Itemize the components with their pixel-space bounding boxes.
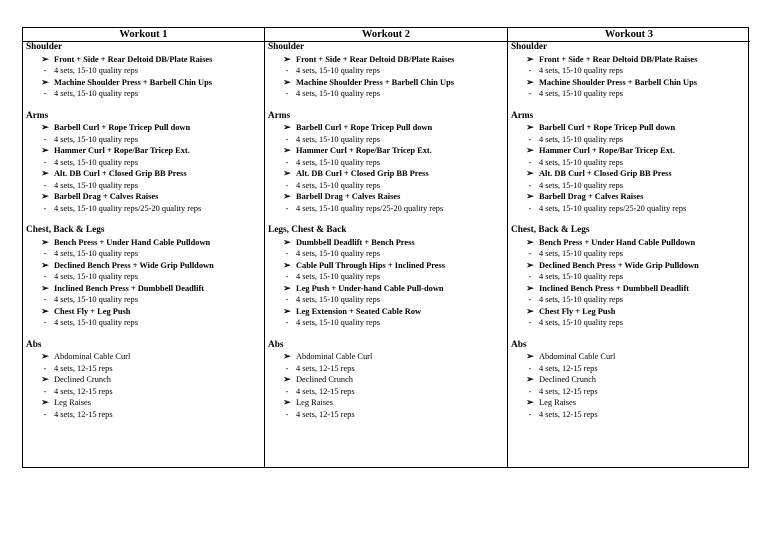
- exercise-line: [25, 145, 262, 157]
- arrow-bullet-icon: ➢: [283, 145, 291, 155]
- exercise-detail-line: [25, 248, 262, 260]
- section-title: Arms: [26, 110, 49, 121]
- section-title: Chest, Back & Legs: [511, 225, 590, 235]
- dash-bullet-icon: -: [285, 409, 289, 419]
- exercise-detail-line: [267, 363, 505, 375]
- arrow-bullet-icon: ➢: [41, 397, 49, 407]
- dash-bullet-icon: -: [285, 66, 289, 75]
- exercise-detail-line: [510, 386, 748, 398]
- arrow-bullet-icon: ➢: [41, 76, 49, 87]
- dash-bullet-icon: -: [43, 272, 47, 281]
- exercise-detail-line: [267, 271, 505, 283]
- exercise-detail: 4 sets, 12-15 reps: [296, 409, 355, 419]
- exercise-name: Leg Raises: [539, 398, 576, 407]
- exercise-name: Barbell Curl + Rope Tricep Pull down: [54, 123, 191, 132]
- exercise-section: [267, 42, 505, 100]
- exercise-line: [510, 122, 748, 134]
- exercise-detail-line: [510, 409, 748, 421]
- workout-body: [265, 42, 507, 420]
- arrow-bullet-icon: ➢: [526, 236, 534, 247]
- exercise-line: [25, 191, 262, 203]
- dash-bullet-icon: -: [43, 409, 47, 419]
- exercise-name: Front + Side + Rear Deltoid DB/Plate Raises: [539, 54, 698, 64]
- dash-bullet-icon: -: [528, 66, 532, 75]
- arrow-bullet-icon: ➢: [283, 76, 291, 87]
- section-title: Shoulder: [268, 42, 305, 52]
- section-title: Arms: [511, 110, 534, 121]
- exercise-name: Machine Shoulder Press + Barbell Chin Ups: [296, 77, 455, 87]
- exercise-detail-line: [510, 180, 748, 192]
- dash-bullet-icon: -: [285, 89, 289, 98]
- dash-bullet-icon: -: [285, 203, 289, 213]
- dash-bullet-icon: -: [285, 180, 289, 190]
- exercise-line: [510, 168, 748, 180]
- exercise-line: [267, 122, 505, 134]
- exercise-detail-line: [267, 409, 505, 421]
- dash-bullet-icon: -: [43, 66, 47, 75]
- exercise-line: [25, 168, 262, 180]
- exercise-detail: 4 sets, 15-10 quality reps: [539, 180, 623, 190]
- exercise-name: Barbell Curl + Rope Tricep Pull down: [296, 123, 433, 132]
- exercise-name: Abdominal Cable Curl: [296, 352, 373, 361]
- dash-bullet-icon: -: [43, 180, 47, 190]
- exercise-line: [510, 306, 748, 318]
- arrow-bullet-icon: ➢: [41, 374, 49, 384]
- exercise-detail-line: [267, 386, 505, 398]
- arrow-bullet-icon: ➢: [526, 168, 534, 178]
- exercise-detail: 4 sets, 15-10 quality reps: [539, 89, 623, 98]
- exercise-detail: 4 sets, 15-10 quality reps: [54, 89, 138, 98]
- exercise-detail: 4 sets, 15-10 quality reps: [54, 272, 138, 281]
- exercise-name: Hammer Curl + Rope/Bar Tricep Ext.: [296, 146, 432, 155]
- exercise-line: [510, 260, 748, 272]
- arrow-bullet-icon: ➢: [526, 305, 534, 316]
- arrow-bullet-icon: ➢: [283, 122, 291, 132]
- dash-bullet-icon: -: [285, 272, 289, 281]
- arrow-bullet-icon: ➢: [526, 53, 534, 64]
- arrow-bullet-icon: ➢: [526, 76, 534, 87]
- exercise-name: Cable Pull Through Hips + Inclined Press: [296, 260, 446, 270]
- dash-bullet-icon: -: [528, 134, 532, 144]
- exercise-name: Machine Shoulder Press + Barbell Chin Ups: [54, 77, 213, 87]
- exercise-detail-line: [25, 363, 262, 375]
- dash-bullet-icon: -: [285, 249, 289, 258]
- exercise-line: [25, 397, 262, 409]
- exercise-detail-line: [25, 157, 262, 169]
- dash-bullet-icon: -: [528, 272, 532, 281]
- exercise-name: Barbell Drag + Calves Raises: [54, 192, 159, 201]
- exercise-line: [25, 351, 262, 363]
- exercise-line: [510, 145, 748, 157]
- exercise-detail-line: [267, 203, 505, 215]
- dash-bullet-icon: -: [285, 363, 289, 373]
- arrow-bullet-icon: ➢: [283, 168, 291, 178]
- exercise-line: [267, 191, 505, 203]
- dash-bullet-icon: -: [528, 203, 532, 213]
- exercise-detail: 4 sets, 12-15 reps: [54, 386, 113, 396]
- workout-column: [508, 28, 750, 467]
- exercise-line: [510, 397, 748, 409]
- exercise-section: [25, 42, 262, 100]
- section-title: Shoulder: [26, 42, 63, 52]
- workout-title: Workout 2: [265, 28, 507, 42]
- exercise-detail-line: [267, 317, 505, 329]
- exercise-line: [267, 397, 505, 409]
- exercise-line: [25, 77, 262, 89]
- dash-bullet-icon: -: [285, 386, 289, 396]
- workout-column: [23, 28, 265, 467]
- exercise-detail: 4 sets, 15-10 quality reps: [296, 318, 380, 327]
- exercise-name: Leg Raises: [54, 398, 91, 407]
- exercise-section: [510, 225, 748, 329]
- exercise-line: [267, 374, 505, 386]
- dash-bullet-icon: -: [528, 363, 532, 373]
- exercise-name: Front + Side + Rear Deltoid DB/Plate Raises: [54, 54, 213, 64]
- exercise-detail-line: [25, 271, 262, 283]
- exercise-name: Leg Extension + Seated Cable Row: [296, 306, 422, 316]
- arrow-bullet-icon: ➢: [41, 122, 49, 132]
- exercise-section: [25, 111, 262, 215]
- exercise-detail: 4 sets, 15-10 quality reps: [54, 180, 138, 190]
- arrow-bullet-icon: ➢: [41, 53, 49, 64]
- arrow-bullet-icon: ➢: [526, 122, 534, 132]
- exercise-detail: 4 sets, 15-10 quality reps: [54, 295, 138, 304]
- exercise-detail-line: [25, 180, 262, 192]
- exercise-detail: 4 sets, 15-10 quality reps: [296, 249, 380, 258]
- exercise-detail: 4 sets, 12-15 reps: [539, 409, 598, 419]
- exercise-name: Hammer Curl + Rope/Bar Tricep Ext.: [539, 146, 675, 155]
- workout-table: [22, 27, 749, 468]
- workout-body: [23, 42, 264, 420]
- exercise-detail-line: [25, 294, 262, 306]
- workout-title: Workout 1: [23, 28, 264, 42]
- exercise-name: Chest Fly + Leg Push: [539, 306, 616, 316]
- exercise-line: [25, 306, 262, 318]
- exercise-line: [25, 283, 262, 295]
- exercise-detail-line: [25, 409, 262, 421]
- exercise-section: [267, 111, 505, 215]
- exercise-line: [510, 237, 748, 249]
- exercise-detail: 4 sets, 15-10 quality reps: [54, 157, 138, 167]
- arrow-bullet-icon: ➢: [41, 305, 49, 316]
- workout-title: Workout 3: [508, 28, 750, 42]
- arrow-bullet-icon: ➢: [526, 145, 534, 155]
- arrow-bullet-icon: ➢: [526, 191, 534, 201]
- exercise-detail-line: [510, 294, 748, 306]
- exercise-detail-line: [510, 65, 748, 77]
- exercise-detail: 4 sets, 15-10 quality reps: [539, 66, 623, 75]
- exercise-name: Declined Bench Press + Wide Grip Pulldown: [539, 260, 699, 270]
- dash-bullet-icon: -: [528, 409, 532, 419]
- exercise-name: Leg Push + Under-hand Cable Pull-down: [296, 283, 444, 293]
- dash-bullet-icon: -: [43, 295, 47, 304]
- exercise-line: [510, 77, 748, 89]
- exercise-detail: 4 sets, 15-10 quality reps: [296, 157, 380, 167]
- exercise-detail: 4 sets, 15-10 quality reps: [296, 89, 380, 98]
- exercise-detail-line: [267, 157, 505, 169]
- exercise-detail-line: [510, 157, 748, 169]
- arrow-bullet-icon: ➢: [41, 145, 49, 155]
- exercise-detail-line: [267, 65, 505, 77]
- exercise-name: Machine Shoulder Press + Barbell Chin Ups: [539, 77, 698, 87]
- arrow-bullet-icon: ➢: [283, 351, 291, 361]
- exercise-section: [510, 111, 748, 215]
- dash-bullet-icon: -: [43, 89, 47, 98]
- dash-bullet-icon: -: [528, 249, 532, 258]
- exercise-name: Abdominal Cable Curl: [539, 352, 616, 361]
- exercise-detail: 4 sets, 15-10 quality reps: [54, 134, 138, 144]
- dash-bullet-icon: -: [285, 318, 289, 327]
- exercise-detail: 4 sets, 12-15 reps: [54, 363, 113, 373]
- dash-bullet-icon: -: [528, 180, 532, 190]
- exercise-detail: 4 sets, 15-10 quality reps: [296, 66, 380, 75]
- arrow-bullet-icon: ➢: [283, 259, 291, 270]
- section-title: Arms: [268, 110, 291, 121]
- exercise-detail: 4 sets, 12-15 reps: [54, 409, 113, 419]
- arrow-bullet-icon: ➢: [283, 305, 291, 316]
- section-title: Abs: [268, 339, 284, 350]
- exercise-section: [25, 340, 262, 421]
- exercise-line: [25, 237, 262, 249]
- exercise-detail-line: [510, 203, 748, 215]
- section-title: Chest, Back & Legs: [26, 225, 105, 235]
- exercise-line: [267, 77, 505, 89]
- exercise-line: [510, 54, 748, 66]
- arrow-bullet-icon: ➢: [283, 397, 291, 407]
- exercise-name: Barbell Drag + Calves Raises: [539, 192, 644, 201]
- exercise-detail: 4 sets, 15-10 quality reps: [54, 249, 138, 258]
- exercise-detail-line: [510, 271, 748, 283]
- exercise-detail: 4 sets, 12-15 reps: [539, 386, 598, 396]
- section-title: Abs: [511, 339, 527, 350]
- exercise-name: Alt. DB Curl + Closed Grip BB Press: [296, 169, 429, 178]
- exercise-name: Alt. DB Curl + Closed Grip BB Press: [539, 169, 672, 178]
- exercise-line: [267, 168, 505, 180]
- exercise-line: [267, 145, 505, 157]
- exercise-detail-line: [510, 134, 748, 146]
- arrow-bullet-icon: ➢: [526, 374, 534, 384]
- dash-bullet-icon: -: [43, 386, 47, 396]
- exercise-detail-line: [25, 386, 262, 398]
- arrow-bullet-icon: ➢: [283, 191, 291, 201]
- exercise-name: Alt. DB Curl + Closed Grip BB Press: [54, 169, 187, 178]
- exercise-line: [267, 351, 505, 363]
- exercise-line: [25, 54, 262, 66]
- exercise-name: Front + Side + Rear Deltoid DB/Plate Raises: [296, 54, 455, 64]
- section-title: Legs, Chest & Back: [268, 225, 347, 235]
- exercise-name: Declined Crunch: [296, 375, 353, 384]
- exercise-line: [25, 374, 262, 386]
- arrow-bullet-icon: ➢: [283, 236, 291, 247]
- exercise-line: [510, 351, 748, 363]
- exercise-detail: 4 sets, 15-10 quality reps: [539, 272, 623, 281]
- dash-bullet-icon: -: [43, 157, 47, 167]
- arrow-bullet-icon: ➢: [41, 191, 49, 201]
- exercise-section: [267, 225, 505, 329]
- arrow-bullet-icon: ➢: [41, 168, 49, 178]
- exercise-line: [267, 283, 505, 295]
- exercise-detail: 4 sets, 15-10 quality reps: [54, 66, 138, 75]
- dash-bullet-icon: -: [43, 249, 47, 258]
- exercise-detail-line: [510, 88, 748, 100]
- exercise-detail: 4 sets, 15-10 quality reps: [539, 249, 623, 258]
- exercise-name: Barbell Drag + Calves Raises: [296, 192, 401, 201]
- arrow-bullet-icon: ➢: [41, 259, 49, 270]
- exercise-detail-line: [25, 134, 262, 146]
- arrow-bullet-icon: ➢: [41, 236, 49, 247]
- arrow-bullet-icon: ➢: [526, 351, 534, 361]
- exercise-detail-line: [267, 180, 505, 192]
- exercise-line: [510, 283, 748, 295]
- exercise-detail: 4 sets, 12-15 reps: [296, 363, 355, 373]
- exercise-name: Bench Press + Under Hand Cable Pulldown: [539, 237, 696, 247]
- exercise-detail-line: [25, 88, 262, 100]
- dash-bullet-icon: -: [43, 134, 47, 144]
- workout-column: [265, 28, 508, 467]
- exercise-section: [267, 340, 505, 421]
- exercise-detail: 4 sets, 15-10 quality reps: [296, 180, 380, 190]
- exercise-name: Inclined Bench Press + Dumbbell Deadlift: [54, 283, 205, 293]
- dash-bullet-icon: -: [285, 134, 289, 144]
- exercise-detail-line: [267, 88, 505, 100]
- dash-bullet-icon: -: [285, 157, 289, 167]
- workout-body: [508, 42, 750, 420]
- exercise-section: [510, 340, 748, 421]
- exercise-line: [267, 237, 505, 249]
- exercise-detail-line: [267, 294, 505, 306]
- exercise-detail-line: [267, 248, 505, 260]
- exercise-detail: 4 sets, 15-10 quality reps/25-20 quality reps: [54, 203, 202, 213]
- dash-bullet-icon: -: [528, 386, 532, 396]
- exercise-name: Declined Bench Press + Wide Grip Pulldown: [54, 260, 214, 270]
- exercise-detail: 4 sets, 15-10 quality reps: [54, 318, 138, 327]
- dash-bullet-icon: -: [528, 89, 532, 98]
- exercise-detail-line: [510, 363, 748, 375]
- exercise-detail: 4 sets, 15-10 quality reps: [539, 134, 623, 144]
- exercise-detail: 4 sets, 15-10 quality reps: [539, 295, 623, 304]
- exercise-name: Inclined Bench Press + Dumbbell Deadlift: [539, 283, 690, 293]
- exercise-section: [510, 42, 748, 100]
- exercise-name: Leg Raises: [296, 398, 333, 407]
- exercise-name: Declined Crunch: [539, 375, 596, 384]
- dash-bullet-icon: -: [528, 318, 532, 327]
- arrow-bullet-icon: ➢: [526, 259, 534, 270]
- arrow-bullet-icon: ➢: [41, 351, 49, 361]
- exercise-detail-line: [267, 134, 505, 146]
- dash-bullet-icon: -: [285, 295, 289, 304]
- exercise-detail-line: [25, 203, 262, 215]
- exercise-line: [267, 260, 505, 272]
- exercise-name: Barbell Curl + Rope Tricep Pull down: [539, 123, 676, 132]
- exercise-section: [25, 225, 262, 329]
- exercise-detail-line: [25, 317, 262, 329]
- exercise-line: [267, 306, 505, 318]
- dash-bullet-icon: -: [528, 157, 532, 167]
- exercise-name: Bench Press + Under Hand Cable Pulldown: [54, 237, 211, 247]
- dash-bullet-icon: -: [43, 318, 47, 327]
- exercise-detail-line: [25, 65, 262, 77]
- arrow-bullet-icon: ➢: [526, 282, 534, 293]
- exercise-detail-line: [510, 248, 748, 260]
- exercise-detail: 4 sets, 15-10 quality reps: [296, 295, 380, 304]
- section-title: Abs: [26, 339, 42, 350]
- exercise-name: Hammer Curl + Rope/Bar Tricep Ext.: [54, 146, 190, 155]
- exercise-name: Chest Fly + Leg Push: [54, 306, 131, 316]
- exercise-line: [25, 260, 262, 272]
- exercise-detail: 4 sets, 12-15 reps: [296, 386, 355, 396]
- dash-bullet-icon: -: [43, 203, 47, 213]
- exercise-detail-line: [510, 317, 748, 329]
- exercise-name: Abdominal Cable Curl: [54, 352, 131, 361]
- exercise-line: [510, 191, 748, 203]
- exercise-detail: 4 sets, 15-10 quality reps/25-20 quality reps: [539, 203, 687, 213]
- exercise-detail: 4 sets, 15-10 quality reps: [296, 272, 380, 281]
- arrow-bullet-icon: ➢: [41, 282, 49, 293]
- arrow-bullet-icon: ➢: [283, 53, 291, 64]
- exercise-detail: 4 sets, 15-10 quality reps: [539, 157, 623, 167]
- dash-bullet-icon: -: [43, 363, 47, 373]
- arrow-bullet-icon: ➢: [283, 282, 291, 293]
- exercise-line: [510, 374, 748, 386]
- exercise-detail: 4 sets, 15-10 quality reps: [539, 318, 623, 327]
- exercise-name: Dumbbell Deadlift + Bench Press: [296, 237, 415, 247]
- exercise-name: Declined Crunch: [54, 375, 111, 384]
- dash-bullet-icon: -: [528, 295, 532, 304]
- exercise-detail: 4 sets, 15-10 quality reps: [296, 134, 380, 144]
- exercise-line: [267, 54, 505, 66]
- section-title: Shoulder: [511, 42, 548, 52]
- exercise-detail: 4 sets, 12-15 reps: [539, 363, 598, 373]
- arrow-bullet-icon: ➢: [283, 374, 291, 384]
- exercise-detail: 4 sets, 15-10 quality reps/25-20 quality reps: [296, 203, 444, 213]
- exercise-line: [25, 122, 262, 134]
- arrow-bullet-icon: ➢: [526, 397, 534, 407]
